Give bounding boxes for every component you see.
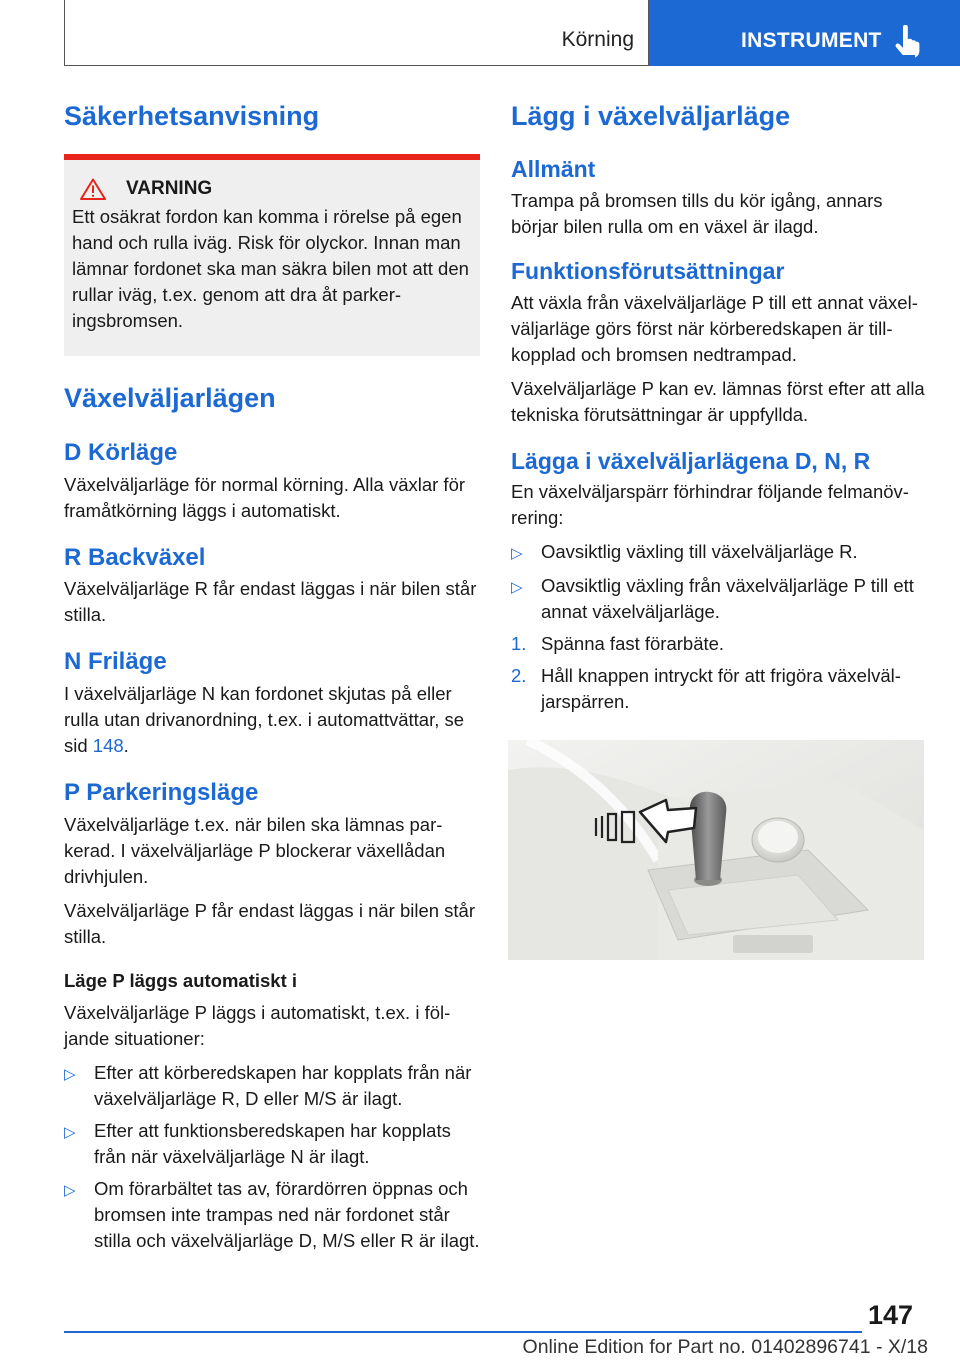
warning-triangle-icon	[80, 178, 106, 200]
requirements-text-2: Växelväljarläge P kan ev. lämnas först efter att alla tekniska förutsättningar är uppfyllda.	[511, 377, 925, 425]
requirements-heading: Funktionsförutsättningar	[511, 257, 785, 284]
warning-label: VARNING	[126, 178, 213, 200]
general-heading: Allmänt	[511, 156, 596, 183]
list-item: ▷ Oavsiktlig växling från växelväljarläge P till ett annat växelväljarläge.	[511, 573, 929, 625]
engage-list	[511, 539, 929, 715]
list-item: ▷ Oavsiktlig växling till växelväljarläge R.	[511, 539, 929, 567]
header-section-tab[interactable]	[64, 0, 649, 66]
neutral-text	[64, 681, 480, 759]
hand-pointer-icon	[893, 25, 923, 59]
engage-heading: Lägg i växelväljarläge	[511, 101, 791, 131]
header-chapter-tab[interactable]	[649, 0, 960, 66]
triangle-bullet-icon: ▷	[511, 545, 523, 563]
auto-park-list	[64, 1060, 480, 1254]
park-heading: P Parkeringsläge	[64, 779, 259, 807]
drive-mode-heading: D Körläge	[64, 438, 178, 466]
header-section-label: Körning	[561, 28, 634, 51]
warning-title	[80, 178, 472, 200]
engage-text: En växelväljarspärr förhindrar följande felmanövrering:	[511, 481, 909, 529]
warning-text: Ett osäkrat fordon kan komma i rörelse på egen hand och rulla iväg. Risk för olyckor. Innan man lämnar fordonet ska man säkra bilen mot att den rullar iväg, t.ex. genom att dra åt parkeringsbromsen.	[72, 206, 469, 332]
edition-label: Online Edition for Part no. 01402896741 - X/18	[522, 1336, 928, 1358]
triangle-bullet-icon: ▷	[511, 579, 523, 597]
step-item: 1. Spänna fast förarbäte.	[511, 633, 725, 655]
list-item: ▷ Efter att körberedskapen har kopplats från när växelväljarläge R, D eller M/S är ilagt.	[64, 1060, 480, 1112]
footer-rule	[64, 1331, 862, 1333]
modes-heading: Växelväljarlägen	[64, 383, 276, 414]
engage-positions-heading: Lägga i växelväljarlägena D, N, R	[511, 447, 871, 474]
neutral-text-before: I växelväljarläge N kan fordonet skjutas på eller rulla utan drivanordning, t.ex. i automattvättar, se sid	[64, 683, 465, 757]
list-item: ▷ Efter att funktionsberedskapen har kopplats från när växelväljarläge N är ilagt.	[64, 1118, 480, 1170]
gear-selector-illustration	[508, 740, 924, 960]
safety-heading: Säkerhetsanvisning	[64, 101, 320, 131]
triangle-bullet-icon: ▷	[64, 1123, 76, 1141]
right-column	[511, 100, 929, 721]
reverse-text: Växelväljarläge R får endast läggas i när bilen står stilla.	[64, 578, 477, 626]
park-text-2: Växelväljarläge P får endast läggas i när bilen står stilla.	[64, 899, 476, 947]
list-item: ▷ Om förarbältet tas av, förardörren öppnas och bromsen inte trampas ned när fordonet står stilla och växelväljarläge D, M/S eller R är ilagt.	[64, 1176, 480, 1254]
page-148-link[interactable]: 148	[92, 735, 124, 757]
neutral-heading: N Friläge	[64, 648, 167, 676]
page-number: 147	[868, 1300, 914, 1330]
left-column	[64, 100, 480, 1260]
park-text-1: Växelväljarläge t.ex. när bilen ska lämnas parkerad. I växelväljarläge P blockerar växellådan drivhjulen.	[64, 813, 446, 887]
requirements-text-1: Att växla från växelväljarläge P till ett annat växelväljarläge görs först när körberedskapen är tillkopplad och bromsen nedtrampad.	[511, 291, 918, 365]
drive-mode-text: Växelväljarläge för normal körning. Alla växlar för framåtkörning läggs i automatiskt.	[64, 473, 466, 521]
triangle-bullet-icon: ▷	[64, 1065, 76, 1083]
auto-park-heading: Läge P läggs automatiskt i	[64, 969, 298, 991]
general-text: Trampa på bromsen tills du kör igång, annars börjar bilen rulla om en växel är ilagd.	[511, 189, 883, 237]
auto-park-text: Växelväljarläge P läggs i automatiskt, t.ex. i följande situationer:	[64, 1001, 451, 1049]
warning-box	[64, 160, 480, 356]
step-item: 2. Håll knappen intryckt för att frigöra växelväljarspärren.	[511, 665, 901, 713]
triangle-bullet-icon: ▷	[64, 1181, 76, 1199]
reverse-heading: R Backväxel	[64, 543, 206, 571]
neutral-text-after: .	[123, 735, 129, 757]
header-chapter-label: INSTRUMENT	[741, 29, 882, 52]
